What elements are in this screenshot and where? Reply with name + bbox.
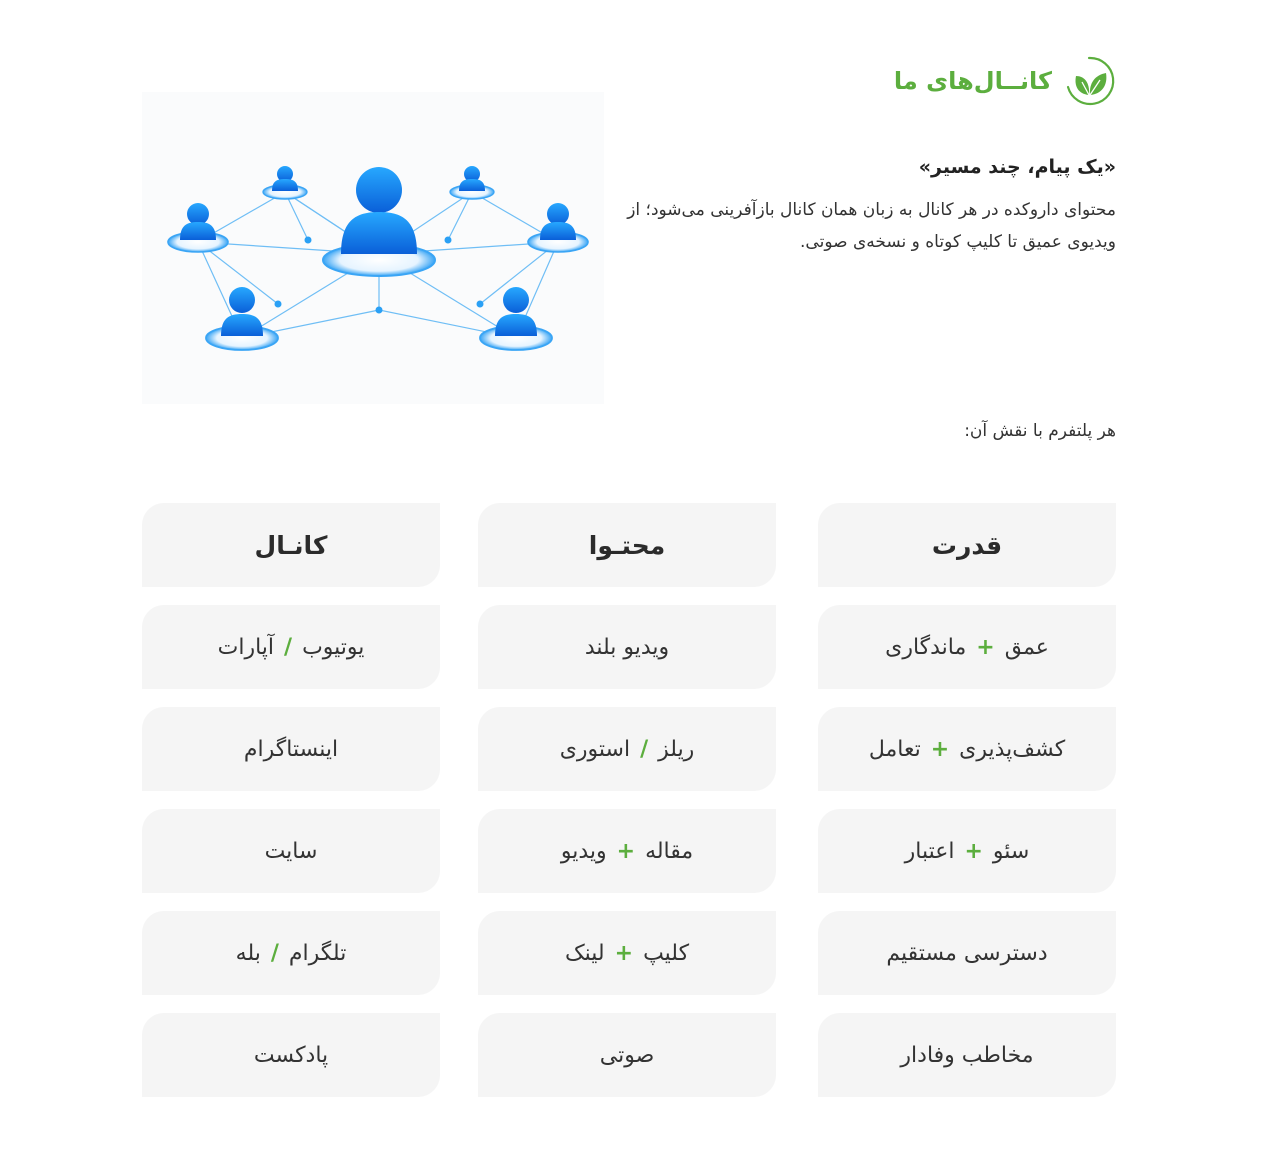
cell-text: اعتبار (904, 838, 955, 864)
cell-text: تعامل (868, 736, 921, 762)
cell-text: سئو (992, 838, 1030, 864)
cell-text: آپارات (217, 634, 275, 660)
cell-text: مقاله (645, 838, 694, 864)
separator: / (270, 940, 279, 966)
cell-power-1 (818, 605, 1116, 689)
cell-text: دسترسی مستقیم (886, 940, 1048, 966)
cell-channel-1 (142, 605, 440, 689)
cell-channel-2 (142, 707, 440, 791)
cell-text: استوری (559, 736, 631, 762)
cell-text: اینستاگرام (243, 736, 339, 762)
cell-power-4 (818, 911, 1116, 995)
cell-text: پادکست (253, 1042, 329, 1068)
platform-note: هر پلتفرم با نقش آن: (964, 421, 1116, 441)
cell-content-5 (478, 1013, 776, 1097)
separator: + (930, 736, 950, 762)
intro-body: محتوای داروکده در هر کانال به زبان همان کانال بازآفرینی می‌شود؛ از ویدیوی عمیق تا کلیپ کوتاه و نسخه‌ی صوتی. (627, 200, 1116, 252)
cell-text: یوتیوب (302, 634, 365, 660)
cell-content-2 (478, 707, 776, 791)
cell-text: لینک (564, 940, 605, 966)
cell-text: مخاطب وفادار (900, 1042, 1034, 1068)
separator: + (976, 634, 995, 660)
intro-heading: «یک پیام، چند مسیر» (918, 156, 1116, 178)
separator: + (614, 940, 634, 966)
leaf-circle-icon (1062, 54, 1116, 108)
cell-channel-4 (142, 911, 440, 995)
network-people-illustration (142, 92, 604, 404)
cell-text: ماندگاری (885, 634, 967, 660)
cell-power-3 (818, 809, 1116, 893)
cell-text: تلگرام (288, 940, 347, 966)
cell-text: کشف‌پذیری (959, 736, 1066, 762)
cell-power-5 (818, 1013, 1116, 1097)
separator: + (964, 838, 983, 864)
header-power: قدرت (818, 503, 1116, 587)
cell-content-4 (478, 911, 776, 995)
cell-content-3 (478, 809, 776, 893)
cell-text: کلیپ (643, 940, 690, 966)
intro-block (626, 150, 1116, 258)
network-people-icon (142, 92, 604, 404)
cell-text: بله (235, 940, 261, 966)
cell-content-1 (478, 605, 776, 689)
cell-power-2 (818, 707, 1116, 791)
channels-table (142, 503, 1117, 1103)
cell-channel-3 (142, 809, 440, 893)
section-title-text: کانــال‌های ما (893, 67, 1052, 95)
header-content: محتـوا (478, 503, 776, 587)
cell-text: عمق (1004, 634, 1049, 660)
section-title (894, 54, 1116, 108)
cell-text: ریلز (658, 736, 695, 762)
cell-text: صوتی (599, 1042, 655, 1068)
separator: / (284, 634, 293, 660)
cell-channel-5 (142, 1013, 440, 1097)
separator: + (616, 838, 636, 864)
separator: / (640, 736, 649, 762)
cell-text: ویدیو بلند (584, 634, 670, 660)
header-channel: کانـال (142, 503, 440, 587)
cell-text: ویدیو (560, 838, 607, 864)
cell-text: سایت (264, 838, 318, 864)
